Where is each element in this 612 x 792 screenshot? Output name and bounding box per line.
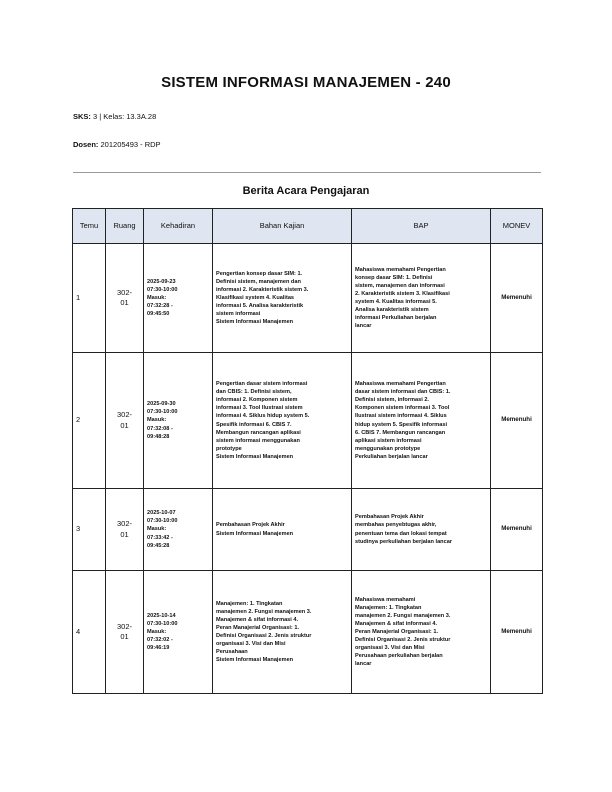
temu-cell: 2	[73, 353, 106, 489]
ruang-cell	[106, 353, 144, 489]
bap-cell	[352, 244, 491, 353]
dosen-label: Dosen:	[73, 140, 99, 149]
kehadiran-value: 2025-09-30 07:30-10:00 Masuk: 07:32:08 - 09:48:28	[147, 401, 178, 440]
table-row	[73, 353, 543, 489]
col-header-temu: Temu	[73, 209, 106, 244]
bahan-kajian-value: Manajemen: 1. Tingkatan manajemen 2. Fungsi manajemen 3. Manajemen & sifat informasi 4. Peran Manajerial Organisasi: 1. Definisi Organisasi 2. Jenis struktur organisasi 3. Visi dan Misi Perusahaan Sistem Informasi Manajemen	[216, 600, 312, 664]
col-header-monev: MONEV	[491, 209, 543, 244]
bap-value: Pembahasan Projek Akhir membahas penyebtugas akhir, penentuan tema dan lokasi tempat studinya perkuliahan berjalan lancar	[355, 514, 452, 545]
monev-cell: Memenuhi	[491, 571, 543, 694]
col-header-ruang: Ruang	[106, 209, 144, 244]
bap-value: Mahasiswa memahami Pengertian dasar sistem informasi dan CBIS: 1. Definisi sistem, informasi 2. Komponen sistem informasi 3. Tool Ilustrasi sistem informasi 4. Siklus hidup system 5. Spesifik informasi 6. CBIS 7. Membangun rancangan aplikasi sistem informasi menggunakan prototype Perkuliahan berjalan lancar	[355, 380, 451, 460]
table-row	[73, 244, 543, 353]
kehadiran-cell	[144, 571, 213, 694]
bahan-kajian-value: Pengertian dasar sistem informasi dan CBIS: 1. Definisi sistem, informasi 2. Komponen sistem informasi 3. Tool Ilustrasi sistem informasi 4. Siklus hidup system 5. Spesifik informasi 6. CBIS 7. Membangun rancangan aplikasi sistem informasi menggunakan prototype Sistem Informasi Manajemen	[216, 380, 310, 460]
sks-class-value: 3 | Kelas: 13.3A.28	[93, 112, 157, 121]
ruang-value: 302- 01	[116, 621, 132, 641]
col-header-kehadiran: Kehadiran	[144, 209, 213, 244]
bahan-kajian-value: Pembahasan Projek Akhir Sistem Informasi Manajemen	[216, 522, 294, 537]
divider	[73, 172, 541, 173]
temu-cell: 4	[73, 571, 106, 694]
kehadiran-value: 2025-09-23 07:30-10:00 Masuk: 07:32:28 - 09:45:50	[147, 278, 178, 318]
page-title: SISTEM INFORMASI MANAJEMEN - 240	[161, 74, 451, 91]
bahan-kajian-cell	[213, 489, 352, 571]
bahan-kajian-value: Pengertian konsep dasar SIM: 1. Definisi sistem, manajemen dan informasi 2. Karakteristik sistem 3. Klasifikasi system 4. Kualitas informasi 5. Analisa karakteristik sistem informasi Sistem Informasi Manajemen	[216, 270, 309, 326]
dosen-value: 201205493 - RDP	[100, 140, 161, 149]
temu-cell: 3	[73, 489, 106, 571]
table-row	[73, 489, 543, 571]
ruang-cell	[106, 571, 144, 694]
monev-cell: Memenuhi	[491, 244, 543, 353]
ruang-value: 302- 01	[116, 410, 132, 430]
col-header-bahan-kajian: Bahan Kajian	[213, 209, 352, 244]
table-row	[73, 571, 543, 694]
kehadiran-value: 2025-10-07 07:30-10:00 Masuk: 07:33:42 - 09:45:28	[147, 510, 178, 549]
monev-cell: Memenuhi	[491, 489, 543, 571]
kehadiran-cell	[144, 489, 213, 571]
bahan-kajian-cell	[213, 353, 352, 489]
lecturer-info	[73, 140, 161, 149]
ruang-value: 302- 01	[116, 287, 132, 307]
bap-cell	[352, 353, 491, 489]
bap-cell	[352, 571, 491, 694]
kehadiran-value: 2025-10-14 07:30-10:00 Masuk: 07:32:02 - 09:46:19	[147, 612, 178, 652]
ruang-cell	[106, 244, 144, 353]
sks-label: SKS:	[73, 112, 91, 121]
bahan-kajian-cell	[213, 571, 352, 694]
col-header-bap: BAP	[352, 209, 491, 244]
kehadiran-cell	[144, 353, 213, 489]
temu-cell: 1	[73, 244, 106, 353]
monev-cell: Memenuhi	[491, 353, 543, 489]
bap-cell	[352, 489, 491, 571]
ruang-value: 302- 01	[116, 519, 132, 539]
course-info	[73, 112, 156, 121]
section-title: Berita Acara Pengajaran	[242, 185, 370, 197]
bahan-kajian-cell	[213, 244, 352, 353]
ruang-cell	[106, 489, 144, 571]
bap-value: Mahasiswa memahami Manajemen: 1. Tingkatan manajemen 2. Fungsi manajemen 3. Manajemen & sifat informasi 4. Peran Manajerial Organisasi: 1. Definisi Organisasi 2. Jenis struktur organisasi 3. Visi dan Misi Perusahaan perkuliahan berjalan lancar	[355, 596, 451, 668]
teaching-record-table	[72, 208, 543, 694]
table-header-row	[73, 209, 543, 244]
bap-value: Mahasiswa memahami Pengertian konsep dasar SIM: 1. Definisi sistem, manajemen dan informasi 2. Karakteristik sistem 3. Klasifikasi system 4. Kualitas informasi 5. Analisa karakteristik sistem informasi Perkuliahan berjalan lancar	[355, 266, 450, 330]
kehadiran-cell	[144, 244, 213, 353]
